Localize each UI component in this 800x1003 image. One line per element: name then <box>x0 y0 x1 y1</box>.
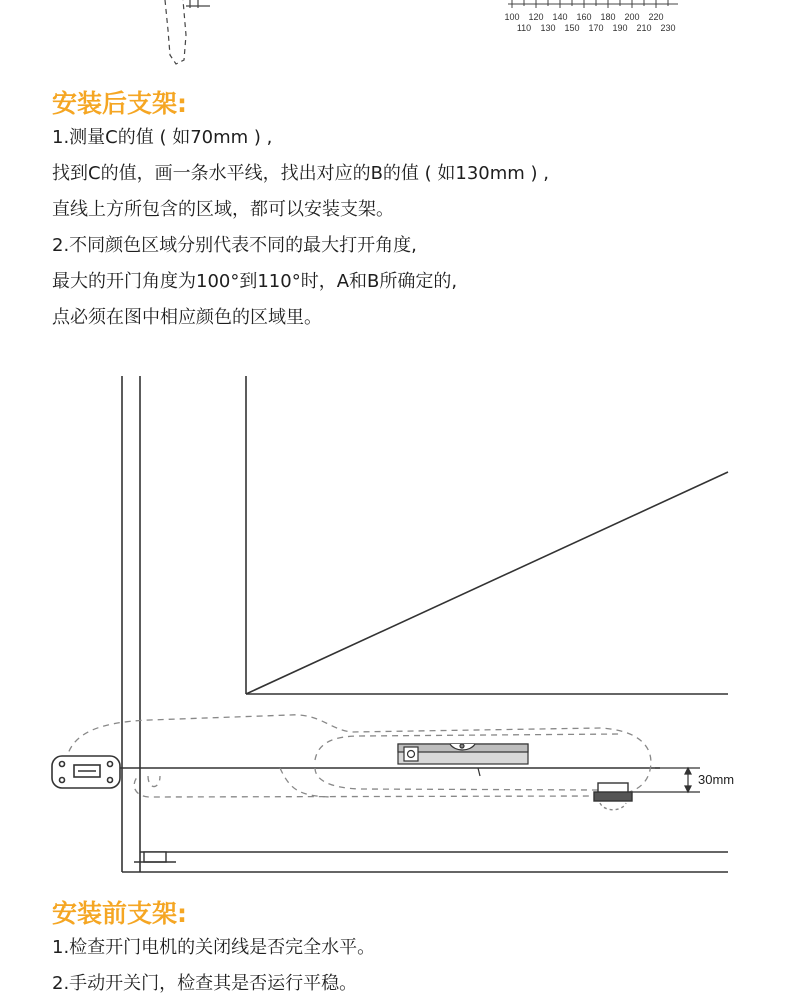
ruler-tick-label: 230 <box>660 23 676 33</box>
ruler-tick-label: 110 <box>516 23 532 33</box>
ruler-tick-label: 210 <box>636 23 652 33</box>
rear-bracket-line: 1.测量C的值 ( 如70mm ) , <box>52 127 273 148</box>
ruler-tick-label: 100 <box>504 12 520 22</box>
rear-bracket-line: 点必须在图中相应颜色的区域里。 <box>52 307 322 328</box>
rear-bracket-line: 找到C的值，画一条水平线，找出对应的B的值 ( 如130mm ) , <box>52 163 549 184</box>
front-bracket-line: 2.手动开关门，检查其是否运行平稳。 <box>52 973 358 994</box>
ruler-tick-label: 220 <box>648 12 664 22</box>
ruler-tick-label: 160 <box>576 12 592 22</box>
front-bracket-section <box>52 899 772 1003</box>
rear-bracket-line: 2.不同颜色区域分别代表不同的最大打开角度, <box>52 235 417 256</box>
ruler-tick-label: 180 <box>600 12 616 22</box>
front-bracket-line: 1.检查开门电机的关闭线是否完全水平。 <box>52 937 376 958</box>
rear-bracket-heading: 安装后支架: <box>52 89 187 118</box>
rear-bracket-line: 最大的开门角度为100°到110°时，A和B所确定的, <box>52 271 458 292</box>
ruler-tick-label: 140 <box>552 12 568 22</box>
ruler-lower-ticks <box>0 23 800 35</box>
front-bracket-heading: 安装前支架: <box>52 899 187 928</box>
rear-bracket-line: 直线上方所包含的区域，都可以安装支架。 <box>52 199 394 220</box>
ruler-tick-label: 200 <box>624 12 640 22</box>
rear-bracket-section <box>52 89 772 337</box>
ruler-tick-label: 190 <box>612 23 628 33</box>
ruler-tick-label: 170 <box>588 23 604 33</box>
ruler-tick-label: 150 <box>564 23 580 33</box>
ruler-tick-label: 120 <box>528 12 544 22</box>
dimension-label: 30mm <box>698 772 735 787</box>
ruler-tick-label: 130 <box>540 23 556 33</box>
ruler-scale <box>508 0 678 8</box>
